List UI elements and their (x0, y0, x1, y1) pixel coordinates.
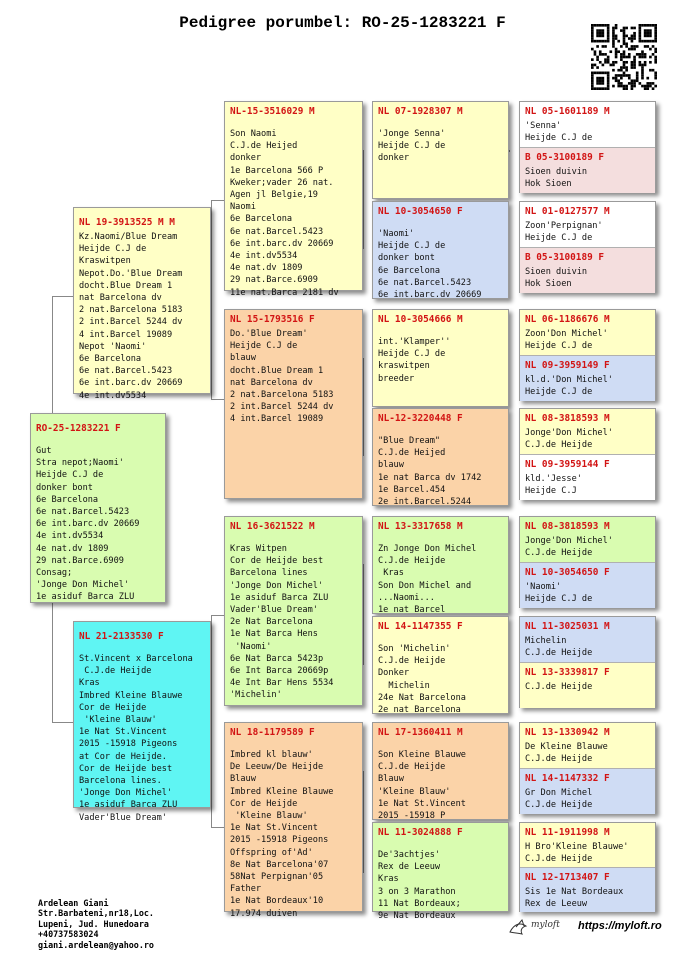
pigeon-card-gen5[interactable] (520, 147, 655, 193)
pigeon-notes: 'Jonge Senna' Heijde C.J de donker (378, 129, 446, 164)
brand-logo-text: myloft (531, 920, 560, 930)
pigeon-card-gen5[interactable] (520, 823, 655, 867)
pigeon-id: NL 11-3024888 F (378, 827, 463, 838)
pigeon-id: NL 07-1928307 M (378, 106, 463, 117)
pigeon-id: NL 11-1911998 M (525, 827, 610, 838)
pigeon-card-great-grandparent[interactable] (372, 408, 509, 506)
pigeon-pair-card (519, 616, 656, 708)
pigeon-card-great-grandparent[interactable] (372, 101, 509, 199)
connector-line (211, 200, 224, 201)
pigeon-card-gen5[interactable] (520, 562, 655, 608)
pigeon-card-gen5[interactable] (520, 723, 655, 768)
pigeon-card-gen5[interactable] (520, 102, 655, 147)
pigeon-card-gen5[interactable] (520, 867, 655, 912)
connector-line (52, 296, 53, 415)
connector-line (211, 200, 212, 400)
pigeon-notes: C.J.de Heijde (525, 682, 593, 692)
page-title: Pedigree porumbel: RO-25-1283221 F (179, 14, 506, 32)
pigeon-notes: "Blue Dream" C.J.de Heijed blauw 1e nat Barca dv 1742 1e Barcel.454 2e int.Barcel.5244 (378, 436, 482, 508)
pigeon-card-gen5[interactable] (520, 310, 655, 355)
connector-line (211, 615, 224, 616)
pigeon-pair-card (519, 516, 656, 608)
pigeon-card-gen5[interactable] (520, 517, 655, 562)
pigeon-card-gen5[interactable] (520, 409, 655, 454)
pigeon-pair-card (519, 822, 656, 912)
pigeon-card-gen5[interactable] (520, 355, 655, 401)
pigeon-notes: Sioen duivin Hok Sioen (525, 167, 588, 190)
pigeon-id: B 05-3100189 F (525, 152, 605, 163)
pigeon-notes: Jonge'Don Michel' C.J.de Heijde (525, 428, 613, 451)
pigeon-id: NL 16-3621522 M (230, 521, 315, 532)
pigeon-card-gen5[interactable] (520, 662, 655, 708)
pigeon-card-gen5[interactable] (520, 617, 655, 662)
pigeon-notes: Son 'Michelin' C.J.de Heijde Donker Michelin 24e Nat Barcelona 2e nat Barcelona (378, 644, 466, 716)
pigeon-id: NL 11-3025031 M (525, 621, 610, 632)
pigeon-notes: Kras Witpen Cor de Heijde best Barcelona lines 'Jonge Don Michel' 1e asiduf Barca ZLU Vader'Blue Dream' 2e Nat Barcelona 1e Nat Barca Hens 'Naomi' 6e Nat Barca 5423p 6e Int Barca 20669p 4e Int Bar Hens 5534 'Michelin' (230, 544, 334, 701)
pigeon-card-great-grandparent[interactable] (372, 722, 509, 820)
pigeon-notes: H Bro'Kleine Blauwe' C.J.de Heijde (525, 842, 629, 865)
pigeon-card-gen5[interactable] (520, 768, 655, 814)
pigeon-card-grandparent[interactable] (224, 722, 363, 919)
pigeon-id: NL 08-3818593 M (525, 413, 610, 424)
pigeon-id: NL 06-1186676 M (525, 314, 610, 325)
pigeon-notes: 'Senna' Heijde C.J de (525, 121, 593, 144)
pigeon-notes: 'Naomi' Heijde C.J de donker bont 6e Barcelona 6e nat.Barcel.5423 6e int.barc.dv 20669 (378, 229, 482, 301)
pigeon-notes: Sis 1e Nat Bordeaux Rex de Leeuw (525, 887, 624, 910)
pigeon-id: NL 14-1147355 F (378, 621, 463, 632)
connector-line (211, 615, 212, 828)
pigeon-notes: Jonge'Don Michel' C.J.de Heijde (525, 536, 613, 559)
pigeon-pair-card (519, 309, 656, 401)
pigeon-card-great-grandparent[interactable] (372, 516, 509, 614)
pigeon-id: NL 10-3054666 M (378, 314, 463, 325)
pigeon-card-gen5[interactable] (520, 247, 655, 293)
pigeon-id: NL 09-3959149 F (525, 360, 610, 371)
pigeon-notes: Gut Stra nepot;Naomi' Heijde C.J de donker bont 6e Barcelona 6e nat.Barcel.5423 6e int.barc.dv 20669 4e int.dv5534 4e nat.dv 1809 29 nat.Barce.6909 Consag; 'Jonge Don Michel' 1e asiduf Barca ZLU (36, 446, 140, 603)
pigeon-card-great-grandparent[interactable] (372, 822, 509, 922)
pigeon-notes: int.'Klamper'' Heijde C.J de kraswitpen breeder (378, 337, 451, 384)
pigeon-pair-card (519, 101, 656, 193)
pigeon-id: NL 08-3818593 M (525, 521, 610, 532)
qr-code (591, 24, 657, 90)
pigeon-id: NL 01-0127577 M (525, 206, 610, 217)
pigeon-id: NL 18-1179589 F (230, 727, 315, 738)
pigeon-id: NL-15-3516029 M (230, 106, 315, 117)
pigeon-notes: Imbred kl blauw' De Leeuw/De Heijde Blauw Imbred Kleine Blauwe Cor de Heijde 'Kleine Blauw' 1e Nat St.Vincent 2015 -15918 Pigeons Offspring of'Ad' 8e Nat Barcelona'07 58Nat Perpignan'05 Father 1e Nat Bordeaux'10 17.974 duiven (230, 750, 334, 919)
pigeon-notes: Gr Don Michel C.J.de Heijde (525, 788, 593, 811)
pigeon-card-subject[interactable] (30, 413, 166, 603)
pigeon-notes: St.Vincent x Barcelona C.J.de Heijde Kras Imbred Kleine Blauwe Cor de Heijde 'Kleine Blauw' 1e Nat St.Vincent 2015 -15918 Pigeons at Cor de Heijde. Cor de Heijde best Barcelona lines. 'Jonge Don Michel' 1e asiduf Barca ZLU Vader'Blue Dream' (79, 654, 193, 823)
pigeon-id: B 05-3100189 F (525, 252, 605, 263)
pigeon-notes: Zn Jonge Don Michel C.J.de Heijde Kras Son Don Michel and ...Naomi... 1e nat Barcel (378, 544, 477, 616)
pigeon-notes: 'Naomi' Heijde C.J de (525, 582, 593, 605)
pigeon-card-gen5[interactable] (520, 202, 655, 247)
pigeon-notes: De'3achtjes' Rex de Leeuw Kras 3 on 3 Marathon 11 Nat Bordeaux; 9e Nat Bordeaux (378, 850, 461, 922)
pigeon-card-gen5[interactable] (520, 454, 655, 500)
pigeon-id: NL 13-3317658 M (378, 521, 463, 532)
pigeon-pair-card (519, 408, 656, 500)
pigeon-pair-card (519, 201, 656, 293)
pigeon-notes: Kz.Naomi/Blue Dream Heijde C.J de Kraswitpen Nepot.Do.'Blue Dream docht.Blue Dream 1 nat Barcelona dv 2 nat.Barcelona 5183 2 int.Barcel 5244 dv 4 int.Barcel 19089 Nepot 'Naomi' 6e Barcelona 6e nat.Barcel.5423 6e int.barc.dv 20669 4e int.dv5534 (79, 232, 183, 401)
owner-email: giani.ardelean@yahoo.ro (38, 939, 154, 950)
pigeon-pair-card (519, 722, 656, 814)
pigeon-notes: Zoon'Perpignan' Heijde C.J de (525, 221, 603, 244)
owner-locality: Lupeni, Jud. Hunedoara (38, 918, 149, 929)
connector-line (363, 771, 364, 873)
pigeon-id: NL 09-3959144 F (525, 459, 610, 470)
pigeon-notes: Michelin C.J.de Heijde (525, 636, 593, 659)
website-link[interactable]: https://myloft.ro (578, 920, 662, 932)
pigeon-card-mother[interactable] (73, 621, 211, 823)
connector-line (211, 827, 224, 828)
pigeon-id: NL 12-1713407 F (525, 872, 610, 883)
pigeon-card-great-grandparent[interactable] (372, 616, 509, 714)
owner-address: Str.Barbateni,nr18,Loc. (38, 908, 154, 919)
pigeon-notes: Zoon'Don Michel' Heijde C.J de (525, 329, 608, 352)
owner-phone: +40737583024 (38, 929, 99, 940)
pigeon-card-grandparent[interactable] (224, 309, 363, 499)
pigeon-id: NL 13-1330942 M (525, 727, 610, 738)
pigeon-card-grandparent[interactable] (224, 516, 363, 706)
owner-contact (38, 887, 154, 961)
connector-line (509, 150, 510, 152)
pigeon-notes: kl.d.'Don Michel' Heijde C.J de (525, 375, 613, 398)
pigeon-id: NL 10-3054650 F (378, 206, 463, 217)
pigeon-notes: Son Naomi C.J.de Heijed donker 1e Barcelona 566 P Kweker;vader 26 nat. Agen jl Belgie,19 Naomi 6e Barcelona 6e nat.Barcel.5423 6e int.barc.dv 20669 4e int.dv5534 4e nat.dv 1809 29 nat.Barce.6909 11e nat.Barca 2181 dv (230, 129, 339, 298)
pigeon-id: RO-25-1283221 F (36, 423, 121, 434)
pigeon-id: NL 17-1360411 M (378, 727, 463, 738)
connector-line (52, 722, 73, 723)
pigeon-id: NL 19-3913525 M M (79, 217, 175, 228)
pigeon-card-father[interactable] (73, 207, 211, 401)
connector-line (363, 358, 364, 456)
pigeon-id: NL 14-1147332 F (525, 773, 610, 784)
connector-line (363, 564, 364, 665)
pigeon-notes: kld.'Jesse' Heijde C.J (525, 474, 582, 497)
pigeon-notes: Son Kleine Blauwe C.J.de Heijde Blauw 'Kleine Blauw' 1e Nat St.Vincent 2015 -15918 P (378, 750, 466, 822)
pigeon-id: NL 21-2133530 F (79, 631, 164, 642)
pigeon-notes: Do.'Blue Dream' Heijde C.J de blauw docht.Blue Dream 1 nat Barcelona dv 2 nat.Barcelona 5183 2 int.Barcel 5244 dv 4 int.Barcel 19089 (230, 329, 334, 425)
pigeon-id: NL 05-1601189 M (525, 106, 610, 117)
pigeon-notes: De Kleine Blauwe C.J.de Heijde (525, 742, 608, 765)
pigeon-card-great-grandparent[interactable] (372, 201, 509, 299)
connector-line (211, 399, 224, 400)
pigeon-id: NL 13-3339817 F (525, 667, 610, 678)
connector-line (363, 150, 364, 249)
connector-line (52, 296, 73, 297)
pigeon-id: NL-12-3220448 F (378, 413, 463, 424)
pigeon-id: NL 15-1793516 F (230, 314, 315, 325)
pigeon-card-grandparent[interactable] (224, 101, 363, 298)
owner-name: Ardelean Giani (38, 897, 109, 908)
pigeon-id: NL 10-3054650 F (525, 567, 610, 578)
pigeon-notes: Sioen duivin Hok Sioen (525, 267, 588, 290)
connector-line (52, 603, 53, 723)
pigeon-card-great-grandparent[interactable] (372, 309, 509, 407)
